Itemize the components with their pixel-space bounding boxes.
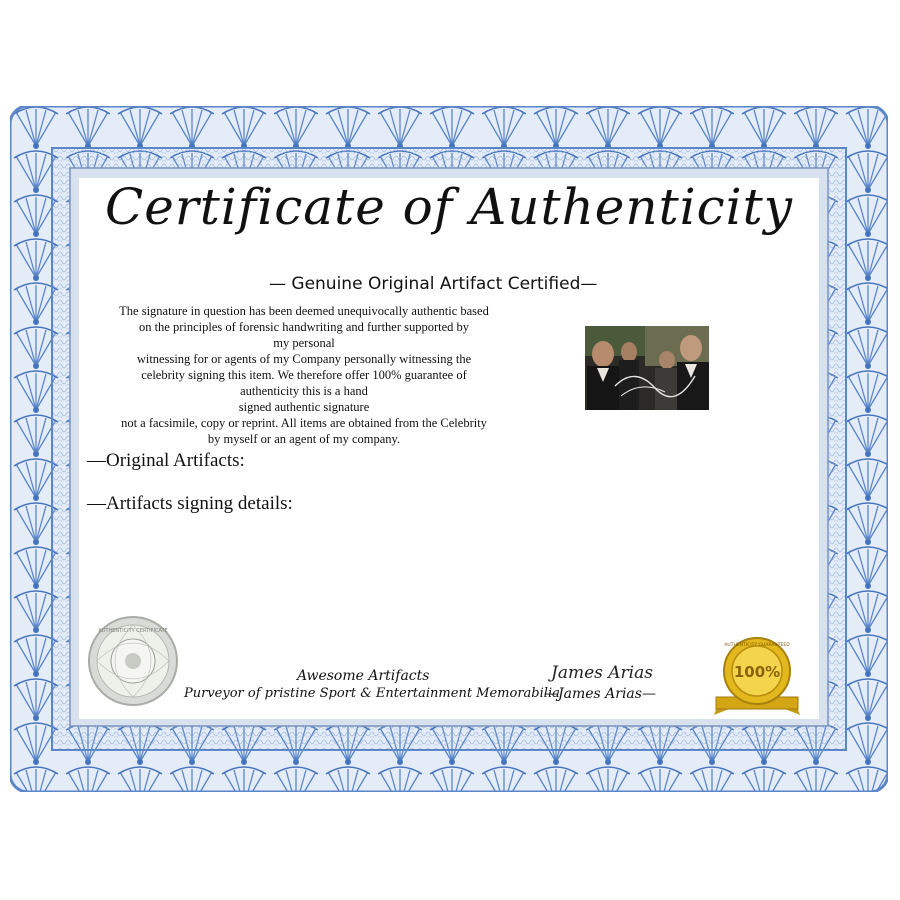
silver-seal-text: AUTHENTICITY CERTIFICATE: [98, 628, 168, 634]
statement-line: on the principles of forensic handwriting and further supported by: [138, 320, 470, 334]
original-artifacts-heading: —Original Artifacts:: [87, 450, 245, 471]
handwritten-signature: [547, 656, 657, 688]
signature-text: James Arias: [551, 663, 653, 683]
company-name: Awesome Artifacts: [297, 668, 430, 684]
statement-line: by myself or an agent of my company.: [207, 432, 401, 446]
statement-line: witnessing for or agents of my Company personally witnessing the: [136, 352, 472, 366]
signer-name: —James Arias—: [544, 686, 656, 702]
statement-line: signed authentic signature: [238, 400, 370, 414]
certificate-subtitle: — Genuine Original Artifact Certified—: [269, 274, 598, 294]
statement-line: celebrity signing this item. We therefore offer 100% guarantee of: [141, 368, 467, 382]
gold-seal-icon: [712, 637, 802, 719]
silver-seal-icon: [87, 615, 179, 707]
signing-details-heading: —Artifacts signing details:: [87, 493, 293, 514]
statement-line: my personal: [273, 336, 335, 350]
gold-seal-ring-text: AUTHENTICITY GUARANTEED: [724, 643, 790, 648]
statement-line: The signature in question has been deemed unequivocally authentic based: [119, 304, 489, 318]
gold-seal-text: 100%: [733, 663, 781, 681]
statement-line: authenticity this is a hand: [240, 384, 368, 398]
certificate-title: Certificate of Authenticity: [104, 178, 794, 236]
statement-line: not a facsimile, copy or reprint. All items are obtained from the Celebrity: [121, 416, 487, 430]
signed-photo: [585, 326, 709, 410]
company-tagline: Purveyor of pristine Sport & Entertainment Memorabilia: [184, 686, 560, 701]
certificate-panel: [79, 178, 819, 719]
certificate-statement: [89, 303, 519, 447]
